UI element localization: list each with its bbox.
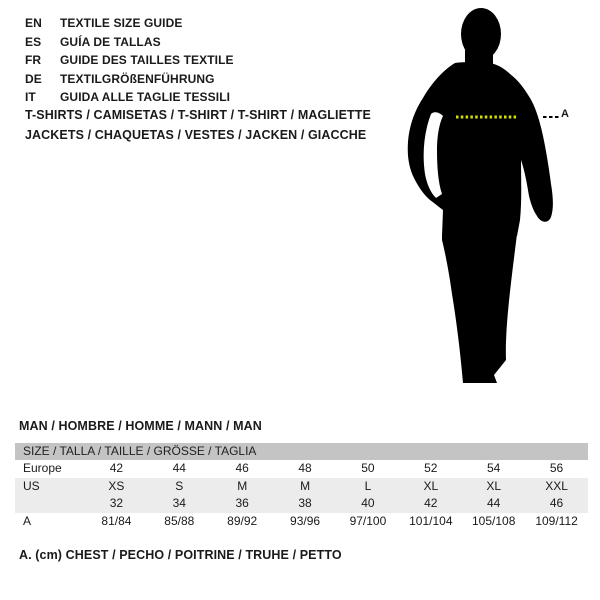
table-cell: 44 xyxy=(487,496,501,510)
language-code: ES xyxy=(25,34,42,49)
language-row-it xyxy=(25,88,234,107)
table-cell: XS xyxy=(108,478,125,493)
language-row-es xyxy=(25,33,234,52)
table-cell: 42 xyxy=(109,461,124,475)
row-label: Europe xyxy=(23,461,62,475)
language-code: IT xyxy=(25,90,36,105)
table-cell: 42 xyxy=(424,496,438,510)
table-cell: M xyxy=(237,478,248,493)
man-silhouette xyxy=(405,4,580,394)
language-label: GUIDA ALLE TAGLIE TESSILI xyxy=(60,90,231,105)
language-code: EN xyxy=(25,16,42,31)
section-title-man: MAN / HOMBRE / HOMME / MANN / MAN xyxy=(19,419,262,433)
table-cell: 105/108 xyxy=(471,513,516,528)
table-cell: XXL xyxy=(545,478,568,493)
table-cell: 56 xyxy=(549,461,564,475)
row-label xyxy=(15,495,85,513)
table-cell: M xyxy=(300,478,311,493)
category-line-jackets: JACKETS / CHAQUETAS / VESTES / JACKEN / GIACCHE xyxy=(25,127,367,142)
language-row-fr xyxy=(25,51,234,70)
size-table xyxy=(15,443,588,530)
table-cell: L xyxy=(364,478,372,493)
category-lines xyxy=(25,106,371,145)
language-list xyxy=(25,14,234,107)
table-cell: 46 xyxy=(235,461,249,475)
table-cell: 50 xyxy=(361,461,375,475)
table-cell: 101/104 xyxy=(409,513,453,528)
table-row-us xyxy=(15,478,588,496)
language-code: DE xyxy=(25,71,42,86)
table-row-numeric xyxy=(15,495,588,513)
language-label: GUIDE DES TAILLES TEXTILE xyxy=(60,53,234,68)
table-cell: S xyxy=(175,478,184,493)
table-cell: 44 xyxy=(172,461,186,475)
table-cell: 93/96 xyxy=(290,513,321,528)
language-label: TEXTILE SIZE GUIDE xyxy=(60,16,183,31)
table-cell: 32 xyxy=(109,496,124,510)
table-cell: 89/92 xyxy=(227,513,258,528)
table-cell: 97/100 xyxy=(349,513,387,528)
size-table-header: SIZE / TALLA / TAILLE / GRÖSSE / TAGLIA xyxy=(15,443,588,460)
table-cell: XL xyxy=(486,478,502,493)
silhouette-legs xyxy=(442,234,517,383)
table-cell: 46 xyxy=(549,496,564,510)
row-label: A xyxy=(23,513,32,528)
table-cell: 40 xyxy=(361,496,375,510)
table-cell: 34 xyxy=(172,496,186,510)
table-cell: 36 xyxy=(235,496,249,510)
measurement-diagram xyxy=(405,4,585,396)
table-cell: 52 xyxy=(424,461,438,475)
table-cell: 38 xyxy=(298,496,312,510)
category-line-tshirts: T-SHIRTS / CAMISETAS / T-SHIRT / T-SHIRT / MAGLIETTE xyxy=(25,108,371,122)
row-label: US xyxy=(23,478,40,493)
language-label: GUÍA DE TALLAS xyxy=(60,34,161,49)
measurement-footnote: A. (cm) CHEST / PECHO / POITRINE / TRUHE / PETTO xyxy=(19,548,342,562)
table-cell: 81/84 xyxy=(101,513,132,528)
table-cell: 54 xyxy=(487,461,501,475)
table-cell: 109/112 xyxy=(535,513,578,528)
language-label: TEXTILGRÖßENFÜHRUNG xyxy=(60,71,215,86)
language-row-de xyxy=(25,70,234,89)
language-code: FR xyxy=(25,53,42,68)
language-row-en xyxy=(25,14,234,33)
table-cell: XL xyxy=(423,478,439,493)
table-cell: 85/88 xyxy=(164,513,195,528)
table-row-chest xyxy=(15,513,588,531)
measurement-label-a: A xyxy=(561,108,569,120)
table-row-europe xyxy=(15,460,588,478)
table-cell: 48 xyxy=(298,461,312,475)
